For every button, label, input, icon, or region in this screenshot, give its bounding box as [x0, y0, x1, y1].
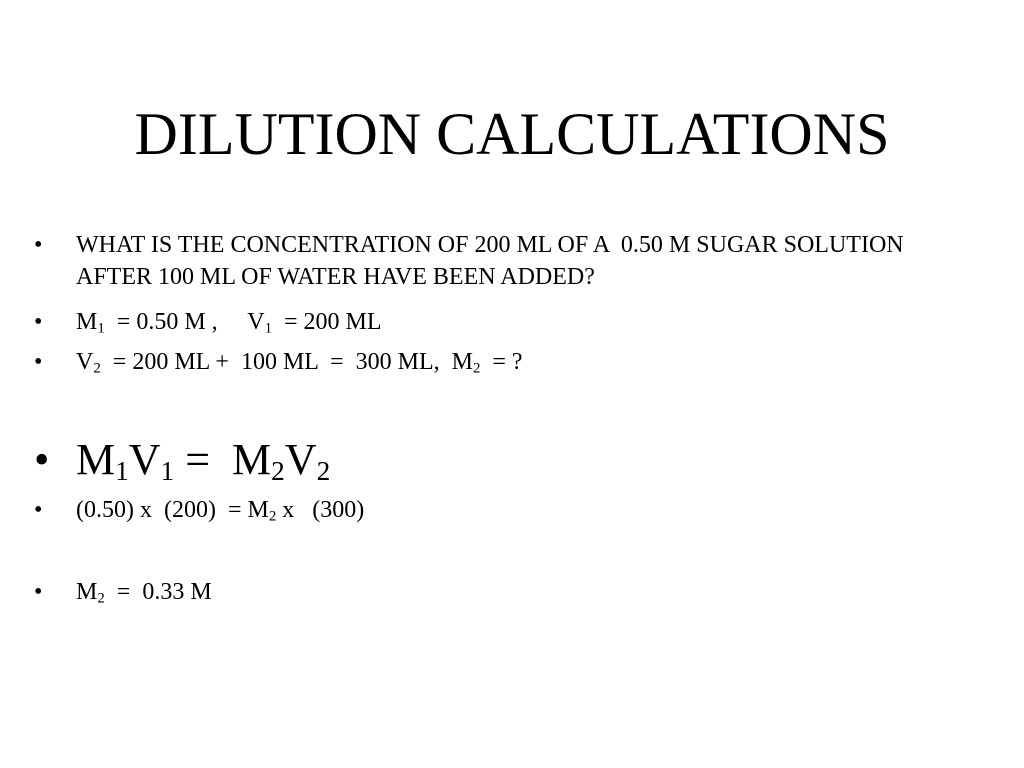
substitution-text [76, 494, 364, 526]
bullet-answer [34, 576, 974, 704]
symbol-m: M [232, 435, 272, 484]
value-text: = 0.33 M [104, 579, 212, 605]
subscript: 2 [472, 360, 481, 377]
symbol-v: V [76, 349, 94, 375]
symbol-m: M [76, 435, 116, 484]
value-text: (0.50) x (200) = [76, 497, 248, 523]
equals-sign: = [174, 435, 233, 484]
value-text: = ? [480, 349, 523, 375]
formula-text [76, 434, 330, 486]
symbol-m: M [76, 579, 98, 605]
symbol-v: V [247, 309, 265, 335]
value-text: = 200 ML [272, 309, 382, 335]
answer-text [76, 576, 212, 608]
bullet-marker: • [34, 497, 43, 523]
value-text: = 0.50 M , [104, 309, 248, 335]
subscript: 2 [97, 590, 105, 607]
symbol-m: M [76, 309, 98, 335]
subscript: 2 [271, 456, 285, 486]
question-text: WHAT IS THE CONCENTRATION OF 200 ML OF A 0.50 M SUGAR SOLUTION AFTER 100 ML OF WATER HAVE BEEN ADDED? [76, 232, 909, 290]
symbol-m: M [451, 349, 473, 375]
subscript: 2 [316, 456, 331, 486]
given-2-text [76, 346, 523, 378]
bullet-marker: • [34, 232, 43, 258]
subscript: 1 [115, 456, 129, 486]
subscript: 2 [93, 360, 101, 377]
subscript: 1 [160, 456, 175, 486]
subscript: 2 [268, 508, 277, 525]
subscript: 1 [264, 320, 273, 337]
bullet-marker: • [34, 579, 43, 605]
given-1-text [76, 306, 382, 338]
bullet-marker: • [34, 435, 50, 484]
bullet-marker: • [34, 349, 43, 375]
symbol-m: M [247, 497, 269, 523]
slide-title: DILUTION CALCULATIONS [134, 101, 890, 167]
value-text: x (300) [276, 497, 365, 523]
subscript: 1 [97, 320, 105, 337]
symbol-v: V [128, 435, 161, 484]
symbol-v: V [284, 435, 317, 484]
bullet-marker: • [34, 309, 43, 335]
value-text: = 200 ML + 100 ML = 300 ML, [100, 349, 452, 375]
